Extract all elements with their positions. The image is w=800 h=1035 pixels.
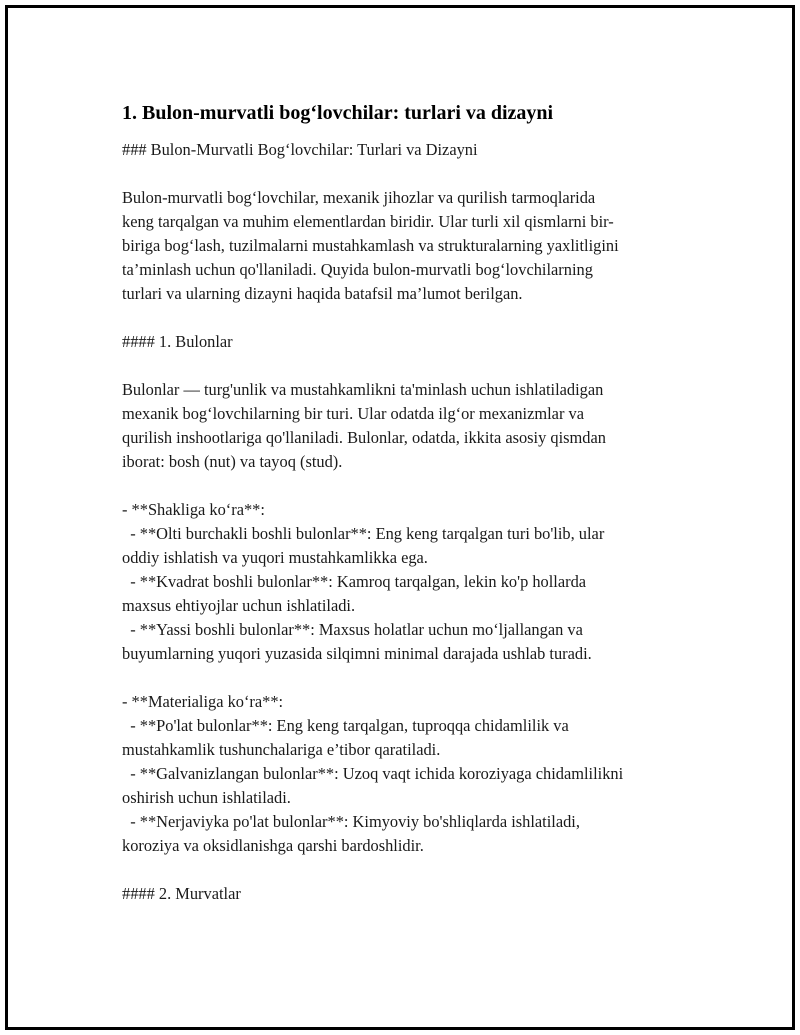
list-item: maxsus ehtiyojlar uchun ishlatiladi. (122, 596, 356, 615)
paragraph-line: biriga bog‘lash, tuzilmalarni mustahkamlash va strukturalarning yaxlitligini (122, 236, 619, 255)
list-item: - **Nerjaviyka po'lat bulonlar**: Kimyoviy bo'shliqlarda ishlatiladi, (122, 812, 580, 831)
list-item: - **Po'lat bulonlar**: Eng keng tarqalgan, tuproqqa chidamlilik va (122, 716, 569, 735)
list-item: buyumlarning yuqori yuzasida silqimni minimal darajada ushlab turadi. (122, 644, 592, 663)
spacer (122, 858, 692, 882)
paragraph-line: ta’minlash uchun qo'llaniladi. Quyida bulon-murvatli bog‘lovchilarning (122, 260, 593, 279)
document-title: 1. Bulon-murvatli bog‘lovchilar: turlari va dizayni (122, 102, 554, 124)
list-item: koroziya va oksidlanishga qarshi bardoshlidir. (122, 836, 424, 855)
list-item: - **Shakliga ko‘ra**: (122, 500, 265, 519)
list-item: oshirish uchun ishlatiladi. (122, 788, 291, 807)
intro-paragraph (122, 186, 692, 306)
spacer (122, 474, 692, 498)
bulonlar-paragraph (122, 378, 692, 474)
paragraph-line: Bulon-murvatli bog‘lovchilar, mexanik jihozlar va qurilish tarmoqlarida (122, 188, 596, 207)
paragraph-line: keng tarqalgan va muhim elementlardan biridir. Ular turli xil qismlarni bir- (122, 212, 614, 231)
shape-list (122, 498, 692, 666)
document-body (122, 100, 692, 906)
paragraph-line: qurilish inshootlariga qo'llaniladi. Bulonlar, odatda, ikkita asosiy qismdan (122, 428, 606, 447)
section-heading-bulonlar: #### 1. Bulonlar (122, 332, 233, 351)
paragraph-line: Bulonlar — turg'unlik va mustahkamlikni ta'minlash uchun ishlatiladigan (122, 380, 604, 399)
list-item: - **Olti burchakli boshli bulonlar**: Eng keng tarqalgan turi bo'lib, ular (122, 524, 605, 543)
list-item: - **Yassi boshli bulonlar**: Maxsus holatlar uchun mo‘ljallangan va (122, 620, 583, 639)
subheading: ### Bulon-Murvatli Bog‘lovchilar: Turlari va Dizayni (122, 140, 478, 159)
spacer (122, 666, 692, 690)
list-item: mustahkamlik tushunchalariga e’tibor qaratiladi. (122, 740, 441, 759)
paragraph-line: mexanik bog‘lovchilarning bir turi. Ular odatda ilg‘or mexanizmlar va (122, 404, 584, 423)
paragraph-line: turlari va ularning dizayni haqida batafsil ma’lumot berilgan. (122, 284, 523, 303)
page-frame (5, 5, 795, 1030)
section-heading-murvatlar: #### 2. Murvatlar (122, 884, 241, 903)
paragraph-line: iborat: bosh (nut) va tayoq (stud). (122, 452, 343, 471)
material-list (122, 690, 692, 858)
list-item: oddiy ishlatish va yuqori mustahkamlikka ega. (122, 548, 428, 567)
list-item: - **Galvanizlangan bulonlar**: Uzoq vaqt ichida koroziyaga chidamlilikni (122, 764, 624, 783)
spacer (122, 306, 692, 330)
list-item: - **Kvadrat boshli bulonlar**: Kamroq tarqalgan, lekin ko'p hollarda (122, 572, 587, 591)
list-item: - **Materialiga ko‘ra**: (122, 692, 284, 711)
spacer (122, 354, 692, 378)
spacer (122, 162, 692, 186)
